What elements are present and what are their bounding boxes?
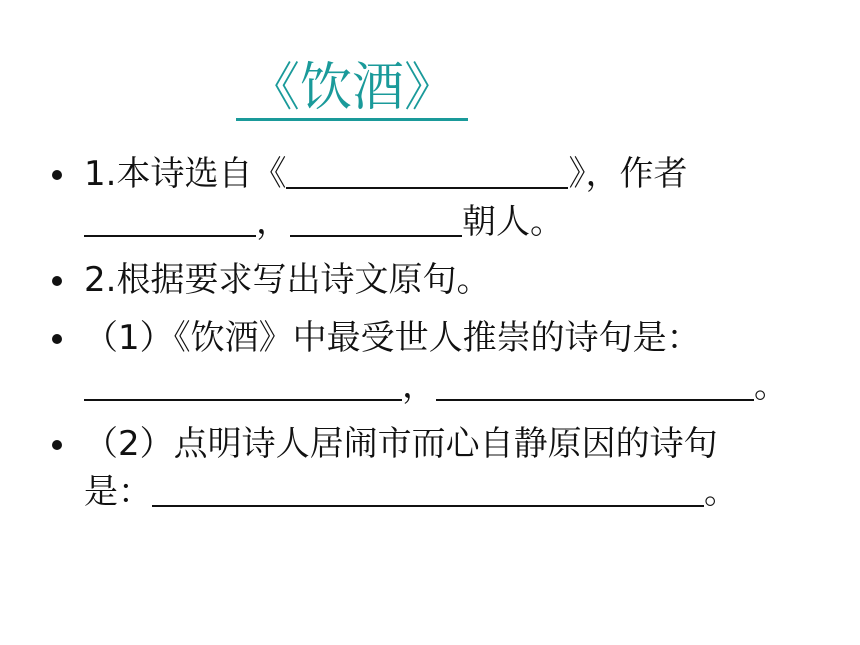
question-3-separator: ， (402, 366, 436, 406)
question-list (0, 150, 860, 526)
question-3-text-end: 。 (754, 366, 788, 406)
question-2-line: 2.根据要求写出诗文原句。 (84, 260, 491, 300)
question-item-3 (0, 314, 804, 410)
bullet-icon (52, 440, 62, 450)
bullet-icon (52, 276, 62, 286)
reason-line-blank (152, 469, 704, 507)
question-4-line-1: （2）点明诗人居闹市而心自静原因的诗句 (84, 424, 718, 464)
question-4-line-2 (84, 468, 804, 516)
question-3-line-1: （1）《饮酒》中最受世人推崇的诗句是： (84, 318, 701, 358)
slide-title: 《饮酒》 (236, 58, 468, 121)
question-1-text-b: 》，作者 (568, 154, 688, 194)
question-1-text-end: 朝人。 (462, 202, 564, 242)
question-3-line-2 (84, 362, 804, 410)
book-title-blank (286, 151, 568, 189)
question-1-line-2 (84, 198, 804, 246)
author-blank (84, 199, 256, 237)
bullet-icon (52, 170, 62, 180)
question-1-line-1 (84, 150, 804, 198)
famous-line-blank-1 (84, 363, 402, 401)
question-1-separator: ， (256, 202, 290, 242)
question-4-text-start: 是： (84, 472, 152, 512)
question-item-1 (0, 150, 804, 246)
question-item-2 (0, 256, 804, 304)
famous-line-blank-2 (436, 363, 754, 401)
question-1-text-a: 1.本诗选自《 (84, 154, 287, 194)
question-item-4 (0, 420, 804, 516)
bullet-icon (52, 334, 62, 344)
question-4-text-end: 。 (704, 472, 738, 512)
dynasty-blank (290, 199, 462, 237)
